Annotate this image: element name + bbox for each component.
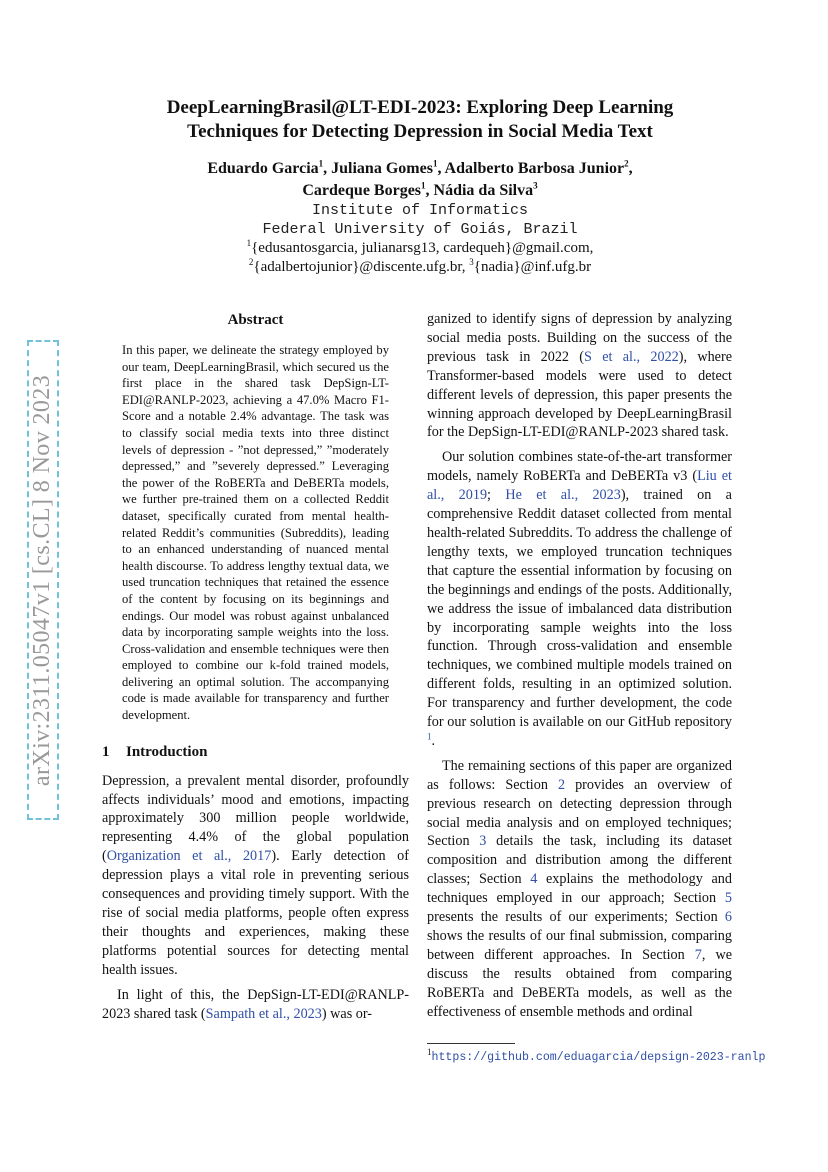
email-affil-mark: 3 (469, 257, 474, 267)
author-affil-mark: 1 (318, 158, 324, 169)
section-ref-link[interactable]: 6 (724, 909, 732, 926)
paragraph-text: ). Early detection of depression plays a vital role in preventing serious consequences and providing timely support. With the rise of social media platforms, people often express their thoughts and experiences, making these platforms potential sources for detecting mental health issues. (102, 848, 409, 978)
author-affil-mark: 2 (624, 158, 629, 169)
section-ref-link[interactable]: 7 (694, 946, 702, 963)
paragraph-text: ) was or- (321, 1005, 373, 1022)
abstract-heading: Abstract (227, 312, 284, 328)
section-title: Introduction (126, 743, 208, 760)
paragraph-text: provides an overview of previous research on detecting depression through social media analysis and on employed techniques; Section (427, 776, 732, 850)
author-name: , Juliana Gomes (323, 160, 433, 177)
author-affil-mark: 1 (432, 158, 438, 169)
citation-separator: ; (487, 487, 506, 504)
author-line-1 (100, 158, 740, 180)
author-name: Eduardo Garcia (207, 160, 319, 177)
intro-paragraph-2-continued (427, 310, 732, 442)
section-ref-link[interactable]: 3 (479, 833, 487, 850)
paragraph-text: ), where Transformer-based models were used to detect different levels of depression, this paper presents the winning approach developed by DeepLearningBrasil for the DepSign-LT-EDI@RANLP-2023 shared task. (427, 348, 732, 441)
email-affil-mark: 1 (246, 238, 252, 248)
email-line-2 (100, 258, 740, 277)
author-affil-mark: 1 (421, 180, 426, 191)
citation-link[interactable]: Sampath et al., 2023 (205, 1005, 322, 1022)
author-name: , Nádia da Silva (425, 182, 534, 199)
email-line-1 (100, 239, 740, 258)
paragraph-text: The remaining sections of this paper are organized as follows: Section (427, 757, 732, 793)
paragraph-text: Depression, a prevalent mental disorder, profoundly affects individuals’ mood and emotions, impacting approximately 300 million people worldwide, representing 4.4% of the global population ( (102, 772, 409, 865)
section-ref-link[interactable]: 2 (557, 776, 566, 793)
paragraph-text: ), trained on a comprehensive Reddit dataset collected from mental health-related Subreddits. To address the challenge of lengthy texts, we employed truncation techniques that capture the essential information by focusing on the beginnings and endings of the posts. Additionally, we address the issue of imbalanced data distribution by incorporating sample weights into the loss function. Through cross-validation and ensemble techniques, we combined multiple models trained on different folds, resulting in an optimized solution. For transparency and further development, the code for our solution is available on our GitHub repository (427, 487, 732, 731)
title-line-2: Techniques for Detecting Depression in Social Media Text (187, 121, 653, 142)
email-affil-mark: 2 (248, 257, 254, 267)
abstract-text: In this paper, we delineate the strategy employed by our team, DeepLearningBrasil, which secured us the first place in the shared task DepSign-LT-EDI@RANLP-2023, achieving a 47.0% Macro F1-Score and a notable 2.4% advantage. The task was to classify social media texts into three distinct levels of depression - ”not depressed,” ”moderately depressed,” and ”severely depressed.” Leveraging the power of the RoBERTa and DeBERTa models, we further pre-trained them on a collected Reddit dataset, specifically curated from mental health-related Reddit’s communities (Subreddits), leading to an enhanced understanding of nuanced mental health discourse. To address lengthy textual data, we used truncation techniques that retained the essence of the content by focusing on its beginnings and endings. Our model was robust against unbalanced data by incorporating sample weights into the loss. Cross-validation and ensemble techniques were then employed to combine our k-fold trained models, delivering an optimal solution. The accompanying code is made available for transparency and further development. (122, 343, 389, 723)
affiliation-line-1: Institute of Informatics (311, 202, 529, 219)
author-line-2 (100, 180, 740, 202)
paragraph-text: explains the methodology and techniques employed in our approach; Section (427, 871, 732, 907)
intro-paragraph-1 (102, 772, 409, 980)
section-heading-introduction (102, 742, 409, 762)
paper-title (100, 96, 740, 144)
paragraph-text: . (431, 732, 436, 749)
intro-paragraph-3 (427, 448, 732, 751)
paragraph-text: In light of this, the DepSign-LT-EDI@RANLP-2023 shared task ( (102, 986, 409, 1022)
citation-link[interactable]: He et al., 2023 (505, 487, 621, 504)
author-separator: , (628, 160, 633, 177)
citation-link[interactable]: Liu et al., 2019 (427, 468, 732, 504)
affiliation-line-2: Federal University of Goiás, Brazil (262, 221, 578, 238)
intro-paragraph-2 (102, 986, 409, 1024)
intro-paragraph-4 (427, 757, 732, 1022)
author-list (100, 158, 740, 202)
email-group: {edusantosgarcia, julianarsg13, cardequeh}@gmail.com, (251, 240, 594, 256)
paragraph-text: , we discuss the results obtained from comparing RoBERTa and DeBERTa models, as well as the effectiveness of ensemble methods and ordinal (427, 946, 732, 1020)
email-group: {adalbertojunior}@discente.ufg.br, (253, 259, 470, 275)
affiliation (100, 201, 740, 239)
author-name: Cardeque Borges (302, 182, 422, 199)
paragraph-text: presents the results of our experiments; Section (427, 909, 725, 926)
paragraph-text: ganized to identify signs of depression by analyzing social media posts. Building on the success of the previous task in 2022 ( (427, 311, 732, 365)
paragraph-text: Our solution combines state-of-the-art transformer models, namely RoBERTa and DeBERTa v3 ( (427, 449, 732, 485)
section-ref-link[interactable]: 5 (724, 890, 732, 907)
author-emails (100, 239, 740, 277)
right-column (427, 310, 732, 1022)
paragraph-text: shows the results of our final submission, comparing between different approaches. In Section (427, 928, 732, 963)
footnote-link[interactable]: 1 (427, 731, 432, 742)
section-ref-link[interactable]: 4 (530, 871, 538, 888)
paragraph-text: details the task, including its dataset composition and distribution among the different classes; Section (427, 833, 732, 888)
footnote-mark: 1 (427, 1047, 432, 1057)
author-affil-mark: 3 (533, 180, 538, 191)
section-number: 1 (102, 743, 110, 760)
arxiv-stamp-text: arXiv:2311.05047v1 [cs.CL] 8 Nov 2023 (29, 374, 56, 786)
author-name: , Adalberto Barbosa Junior (437, 160, 625, 177)
footnote (427, 1048, 827, 1066)
email-group: {nadia}@inf.ufg.br (473, 259, 592, 275)
footnote-rule (427, 1043, 515, 1044)
github-url-link[interactable]: https://github.com/eduagarcia/depsign-2023-ranlp (431, 1051, 766, 1064)
citation-link[interactable]: Organization et al., 2017 (106, 848, 272, 865)
arxiv-stamp (27, 340, 59, 820)
title-line-1: DeepLearningBrasil@LT-EDI-2023: Exploring Deep Learning (166, 97, 674, 118)
left-column (102, 310, 409, 1023)
citation-link[interactable]: S et al., 2022 (584, 348, 679, 365)
